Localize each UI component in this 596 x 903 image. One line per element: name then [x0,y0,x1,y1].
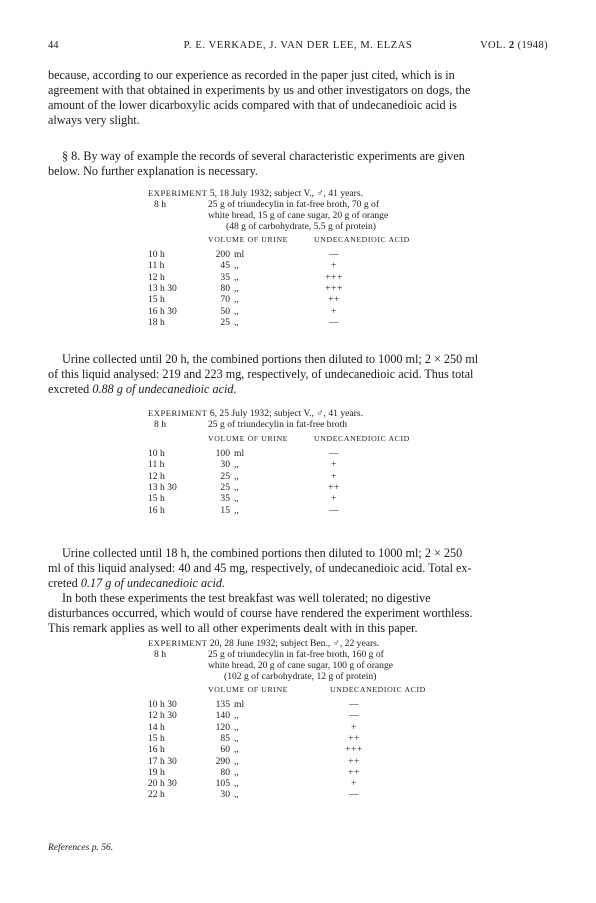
table-row [148,744,448,755]
experiment-description-line: 25 g of triundecylin in fat-free broth [208,419,348,430]
running-header [48,40,548,54]
text-line: of this liquid analysed: 219 and 223 mg, respectively, of undecanedioic acid. Thus total [48,367,474,381]
time-cell: 12 h [148,271,165,283]
table-row [148,306,448,317]
volume-cell: 80 [220,766,230,778]
table-row [148,260,448,271]
acid-cell: ++ [348,755,360,767]
table-row [148,471,448,482]
time-cell: 16 h 30 [148,305,177,317]
start-time: 8 h [154,649,166,660]
experiment-description-line: 25 g of triundecylin in fat-free broth, 70 g of [208,199,380,210]
volume-cell: 30 [220,789,230,801]
acid-cell: + [331,470,337,482]
unit-cell: ,, [234,710,239,722]
time-cell: 16 h [148,504,165,516]
experiment-description-line: (102 g of carbohydrate, 12 g of protein) [224,671,377,682]
text-line: agreement with that obtained in experiments by us and other investigators on dogs, the [48,83,471,97]
experiment-title [148,638,379,649]
unit-cell: ,, [234,282,239,294]
volume-cell: 85 [220,732,230,744]
table-row [148,448,448,459]
column-header-volume: VOLUME OF URINE [208,235,289,244]
text-run: excreted [48,382,93,396]
references-footnote: References p. 56. [48,843,114,853]
time-cell: 18 h [148,316,165,328]
column-header-acid: UNDECANEDIOIC ACID [314,434,410,443]
time-cell: 13 h 30 [148,282,177,294]
time-cell: 17 h 30 [148,755,177,767]
table-row [148,710,448,721]
unit-cell: ,, [234,766,239,778]
text-line: disturbances occurred, which would of course have rendered the experiment worthless. [48,606,473,620]
volume-cell: 135 [215,699,230,710]
text-line [48,382,548,397]
time-cell: 13 h 30 [148,481,177,493]
time-cell: 10 h 30 [148,699,177,710]
acid-cell: — [348,699,360,710]
experiment-label: EXPERIMENT [148,408,208,418]
text-line: Urine collected until 18 h, the combined portions then diluted to 1000 ml; 2 × 250 [62,546,463,560]
unit-cell: ,, [234,789,239,801]
volume-label: VOL. [480,40,506,51]
text-line: because, according to our experience as recorded in the paper just cited, which is in [48,68,455,82]
text-line: This remark applies as well to all other experiments dealt with in this paper. [48,621,418,635]
section-8-paragraph [48,149,548,179]
text-line: always very slight. [48,113,140,127]
remark-paragraph [48,591,548,636]
unit-cell: ,, [234,493,239,505]
experiment-description-line: 25 g of triundecylin in fat-free broth, 160 g of [208,649,384,660]
text-line: § 8. By way of example the records of several characteristic experiments are given [62,149,465,163]
table-row [148,789,448,800]
start-time: 8 h [154,199,166,210]
time-cell: 15 h [148,732,165,744]
volume-cell: 35 [220,493,230,505]
time-cell: 12 h 30 [148,710,177,722]
experiment-description-line: (48 g of carbohydrate, 5.5 g of protein) [226,221,376,232]
text-line: amount of the lower dicarboxylic acids compared with that of undecanedioic acid is [48,98,457,112]
volume-cell: 25 [220,316,230,328]
experiment-title-rest: 6, 25 July 1932; subject V., ♂, 41 years. [207,408,363,419]
running-header-authors: P. E. VERKADE, J. VAN DER LEE, M. ELZAS [183,40,413,51]
table-row [148,778,448,789]
volume-cell: 105 [215,778,230,790]
acid-cell: — [348,710,360,722]
unit-cell: ,, [234,271,239,283]
start-time: 8 h [154,419,166,430]
acid-cell: +++ [325,271,343,283]
acid-cell: +++ [325,282,343,294]
table-row [148,482,448,493]
time-cell: 12 h [148,470,165,482]
text-line: below. No further explanation is necessary. [48,164,258,178]
time-cell: 10 h [148,249,165,260]
acid-cell: — [328,448,340,459]
text-line: In both these experiments the test breakfast was well tolerated; no digestive [62,591,431,605]
text-line [48,576,548,591]
acid-cell: ++ [348,766,360,778]
table-row [148,249,448,260]
time-cell: 11 h [148,260,165,272]
unit-cell: ,, [234,778,239,790]
text-line: ml of this liquid analysed: 40 and 45 mg, respectively, of undecanedioic acid. Total ex- [48,561,472,575]
acid-cell: + [351,778,357,790]
volume-cell: 290 [215,755,230,767]
unit-cell: ,, [234,316,239,328]
column-header-volume: VOLUME OF URINE [208,434,289,443]
acid-cell: — [328,316,340,328]
table-row [148,733,448,744]
unit-cell: ,, [234,260,239,272]
time-cell: 22 h [148,789,165,801]
experiment-title [148,408,363,419]
volume-reference [480,40,548,51]
unit-cell: ml [234,448,245,459]
experiment-label: EXPERIMENT [148,638,208,648]
experiment-20-record [148,638,448,838]
unit-cell: ,, [234,721,239,733]
volume-cell: 35 [220,271,230,283]
volume-cell: 25 [220,470,230,482]
text-line: Urine collected until 20 h, the combined portions then diluted to 1000 ml; 2 × 250 ml [62,352,479,366]
experiment-title-rest: 5, 18 July 1932; subject V., ♂, 41 years. [207,188,363,199]
volume-cell: 50 [220,305,230,317]
experiment-6-result-paragraph [48,546,548,591]
volume-cell: 140 [215,710,230,722]
unit-cell: ,, [234,744,239,756]
volume-cell: 80 [220,282,230,294]
volume-cell: 120 [215,721,230,733]
experiment-title [148,188,363,199]
acid-cell: +++ [345,744,363,756]
unit-cell: ,, [234,481,239,493]
unit-cell: ,, [234,470,239,482]
volume-cell: 15 [220,504,230,516]
table-row [148,493,448,504]
experiment-6-record [148,408,448,528]
time-cell: 15 h [148,294,165,306]
experiment-5-record [148,188,448,348]
volume-cell: 60 [220,744,230,756]
volume-number: 2 [508,40,515,51]
acid-cell: — [328,249,340,260]
time-cell: 16 h [148,744,165,756]
table-row [148,505,448,516]
acid-cell: — [348,789,360,801]
volume-cell: 200 [215,249,230,260]
acid-cell: ++ [328,481,340,493]
column-header-acid: UNDECANEDIOIC ACID [314,235,410,244]
time-cell: 14 h [148,721,165,733]
time-cell: 11 h [148,459,165,471]
unit-cell: ,, [234,294,239,306]
experiment-description-line: white bread, 15 g of cane sugar, 20 g of orange [208,210,389,221]
acid-cell: ++ [348,732,360,744]
time-cell: 15 h [148,493,165,505]
unit-cell: ,, [234,305,239,317]
text-run: creted [48,576,81,590]
acid-cell: + [331,459,337,471]
table-row [148,294,448,305]
acid-cell: + [351,721,357,733]
unit-cell: ml [234,699,245,710]
acid-cell: + [331,305,337,317]
acid-cell: — [328,504,340,516]
unit-cell: ml [234,249,245,260]
acid-cell: + [331,493,337,505]
acid-cell: + [331,260,337,272]
table-row [148,272,448,283]
column-header-acid: UNDECANEDIOIC ACID [330,685,426,694]
column-header-volume: VOLUME OF URINE [208,685,289,694]
unit-cell: ,, [234,504,239,516]
table-row [148,317,448,328]
emphasized-result: 0.17 g of undecanedioic acid. [80,576,226,590]
volume-cell: 100 [215,448,230,459]
volume-cell: 30 [220,459,230,471]
table-row [148,699,448,710]
time-cell: 20 h 30 [148,778,177,790]
unit-cell: ,, [234,732,239,744]
table-row [148,756,448,767]
table-row [148,767,448,778]
experiment-label: EXPERIMENT [148,188,208,198]
time-cell: 10 h [148,448,165,459]
experiment-5-result-paragraph [48,352,548,397]
intro-paragraph [48,68,548,128]
unit-cell: ,, [234,459,239,471]
acid-cell: ++ [328,294,340,306]
emphasized-result: 0.88 g of undecanedioic acid. [92,382,237,396]
table-row [148,283,448,294]
table-row [148,459,448,470]
page-number: 44 [48,40,59,51]
experiment-description-line: white bread, 20 g of cane sugar, 100 g of orange [208,660,394,671]
volume-year: (1948) [517,40,548,51]
time-cell: 19 h [148,766,165,778]
volume-cell: 70 [220,294,230,306]
volume-cell: 25 [220,481,230,493]
table-row [148,722,448,733]
volume-cell: 45 [220,260,230,272]
experiment-title-rest: 20, 28 June 1932; subject Ben., ♂, 22 years. [207,638,380,649]
unit-cell: ,, [234,755,239,767]
